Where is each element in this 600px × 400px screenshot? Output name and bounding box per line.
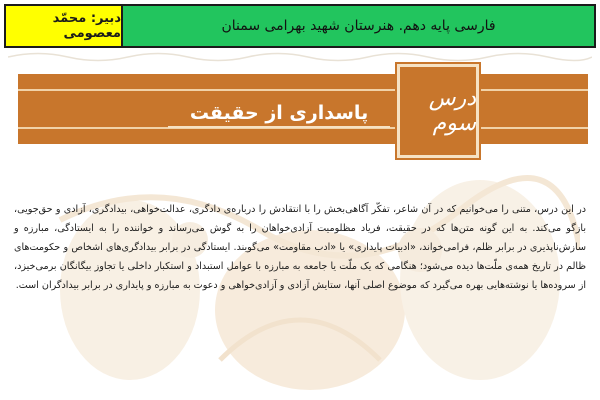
lesson-number-badge: درس سوم (397, 64, 479, 158)
lesson-title: پاسداری از حقیقت (168, 100, 390, 128)
lesson-body-text (14, 200, 586, 396)
lesson-paragraph: در این درس، متنی را می‌خوانیم که در آن شاعر، تفکّر آگاهی‌بخش را با انتقادش را درباره‌ی دادگری، عدالت‌خواهی، بیدادگری، آزادی و حق‌جویی، بازگو می‌کند. به این گونه متن‌ها که در حقیقت، فریاد مظلومیت آزادی‌خواهان را به گوش می‌رساند و خواننده را به ایستادگی، مبارزه و سازش‌ناپذیری در برابر ظلم، فرامی‌خواند، «ادبیات پایداری» یا «ادب مقاومت» می‌گویند. ایستادگی در برابر بیدادگری‌های اشخاص و حکومت‌های ظالم در تاریخ همه‌ی ملّت‌ها دیده می‌شود؛ هنگامی که یک ملّت یا جامعه به مبارزه با عوامل استبداد و استکبار داخلی یا تجاوز بیگانگان برمی‌خیزد، از سروده‌ها یا نوشته‌هایی بهره می‌گیرد که موضوع اصلی آنها، ستایش آزادی و آزادی‌خواهی و دعوت به مبارزه و پایداری در برابر بیدادگران است. (14, 204, 586, 291)
course-title: فارسی پایه دهم. هنرستان شهید بهرامی سمنان (123, 6, 594, 46)
banner-stripe-top (18, 89, 588, 91)
header-bar (4, 4, 596, 48)
teacher-name: دبیر: محمّد معصومی (6, 6, 123, 46)
ornament-divider (8, 50, 592, 64)
